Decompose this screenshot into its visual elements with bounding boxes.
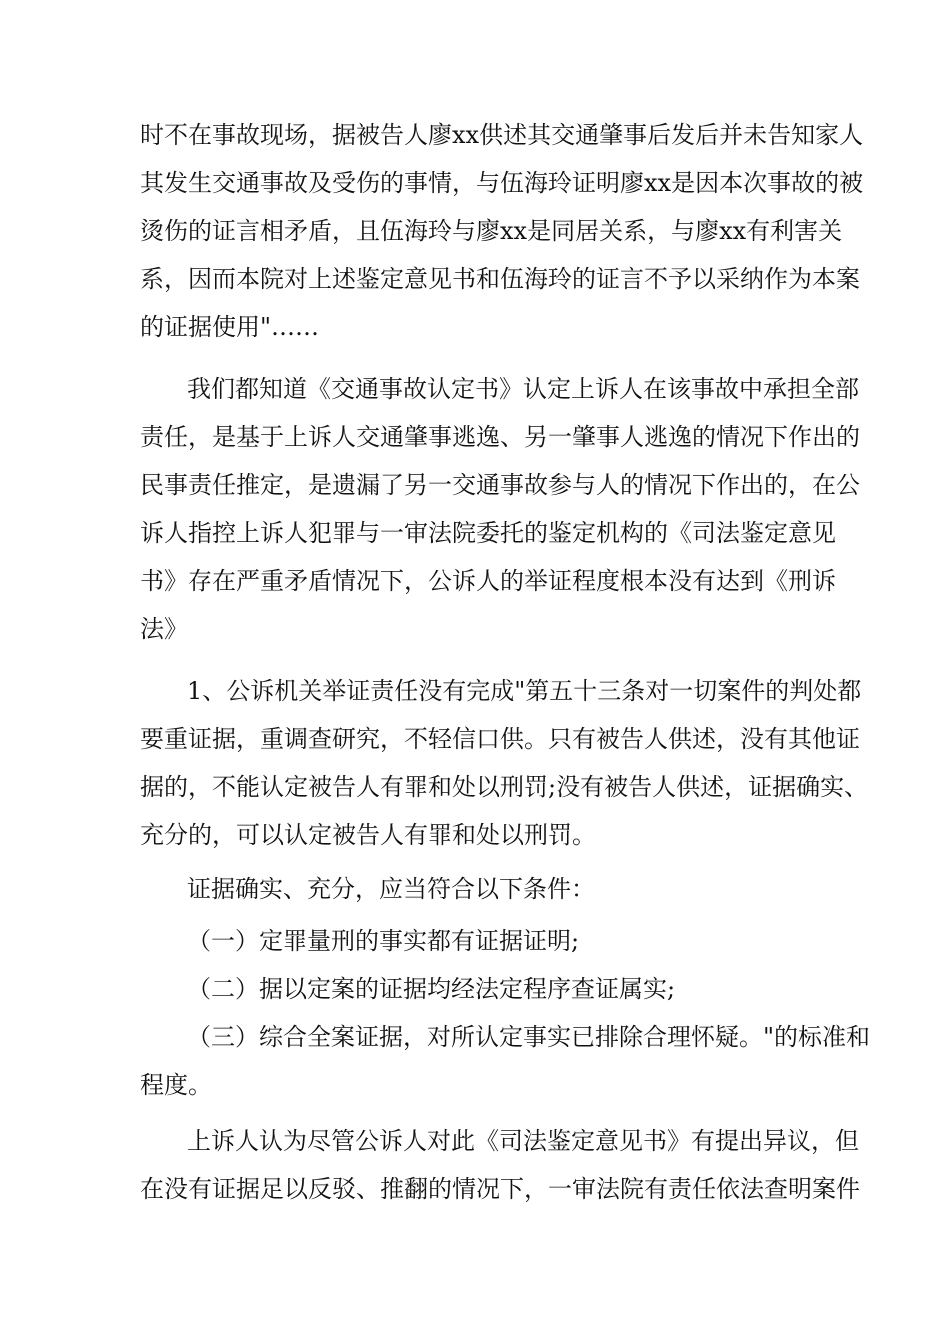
text-line: 充分的，可以认定被告人有罪和处以刑罚。	[140, 821, 596, 849]
text-line: 要重证据，重调查研究，不轻信口供。只有被告人供述，没有其他证	[140, 725, 860, 753]
text-line: 程度。	[140, 1071, 212, 1099]
text-line: 据的，不能认定被告人有罪和处以刑罚;没有被告人供述，证据确实、	[140, 773, 869, 801]
text-line: 烫伤的证言相矛盾，且伍海玲与廖xx是同居关系，与廖xx有利害关	[140, 217, 843, 245]
text-line: 系，因而本院对上述鉴定意见书和伍海玲的证言不予以采纳作为本案	[140, 265, 860, 293]
text-line: 时不在事故现场，据被告人廖xx供述其交通肇事后发后并未告知家人	[140, 121, 864, 149]
list-item: （一）定罪量刑的事实都有证据证明;	[187, 927, 580, 955]
paragraph-first-line: 1、公诉机关举证责任没有完成"第五十三条对一切案件的判处都	[187, 677, 862, 705]
text-line: 书》存在严重矛盾情况下，公诉人的举证程度根本没有达到《刑诉	[140, 567, 836, 595]
paragraph-first-line: 证据确实、充分，应当符合以下条件：	[187, 875, 595, 903]
text-line: 民事责任推定，是遗漏了另一交通事故参与人的情况下作出的，在公	[140, 471, 860, 499]
text-line: 诉人指控上诉人犯罪与一审法院委托的鉴定机构的《司法鉴定意见	[140, 519, 836, 547]
text-line: 的证据使用"……	[140, 313, 320, 341]
text-line: 其发生交通事故及受伤的事情，与伍海玲证明廖xx是因本次事故的被	[140, 169, 864, 197]
paragraph-first-line: 上诉人认为尽管公诉人对此《司法鉴定意见书》有提出异议，但	[187, 1127, 859, 1155]
list-item: （二）据以定案的证据均经法定程序查证属实;	[187, 975, 676, 1003]
text-line: 责任，是基于上诉人交通肇事逃逸、另一肇事人逃逸的情况下作出的	[140, 423, 860, 451]
text-line: 在没有证据足以反驳、推翻的情况下，一审法院有责任依法查明案件	[140, 1175, 860, 1203]
list-item: （三）综合全案证据，对所认定事实已排除合理怀疑。"的标准和	[187, 1023, 871, 1051]
text-line: 法》	[140, 615, 188, 643]
paragraph-first-line: 我们都知道《交通事故认定书》认定上诉人在该事故中承担全部	[187, 375, 859, 403]
